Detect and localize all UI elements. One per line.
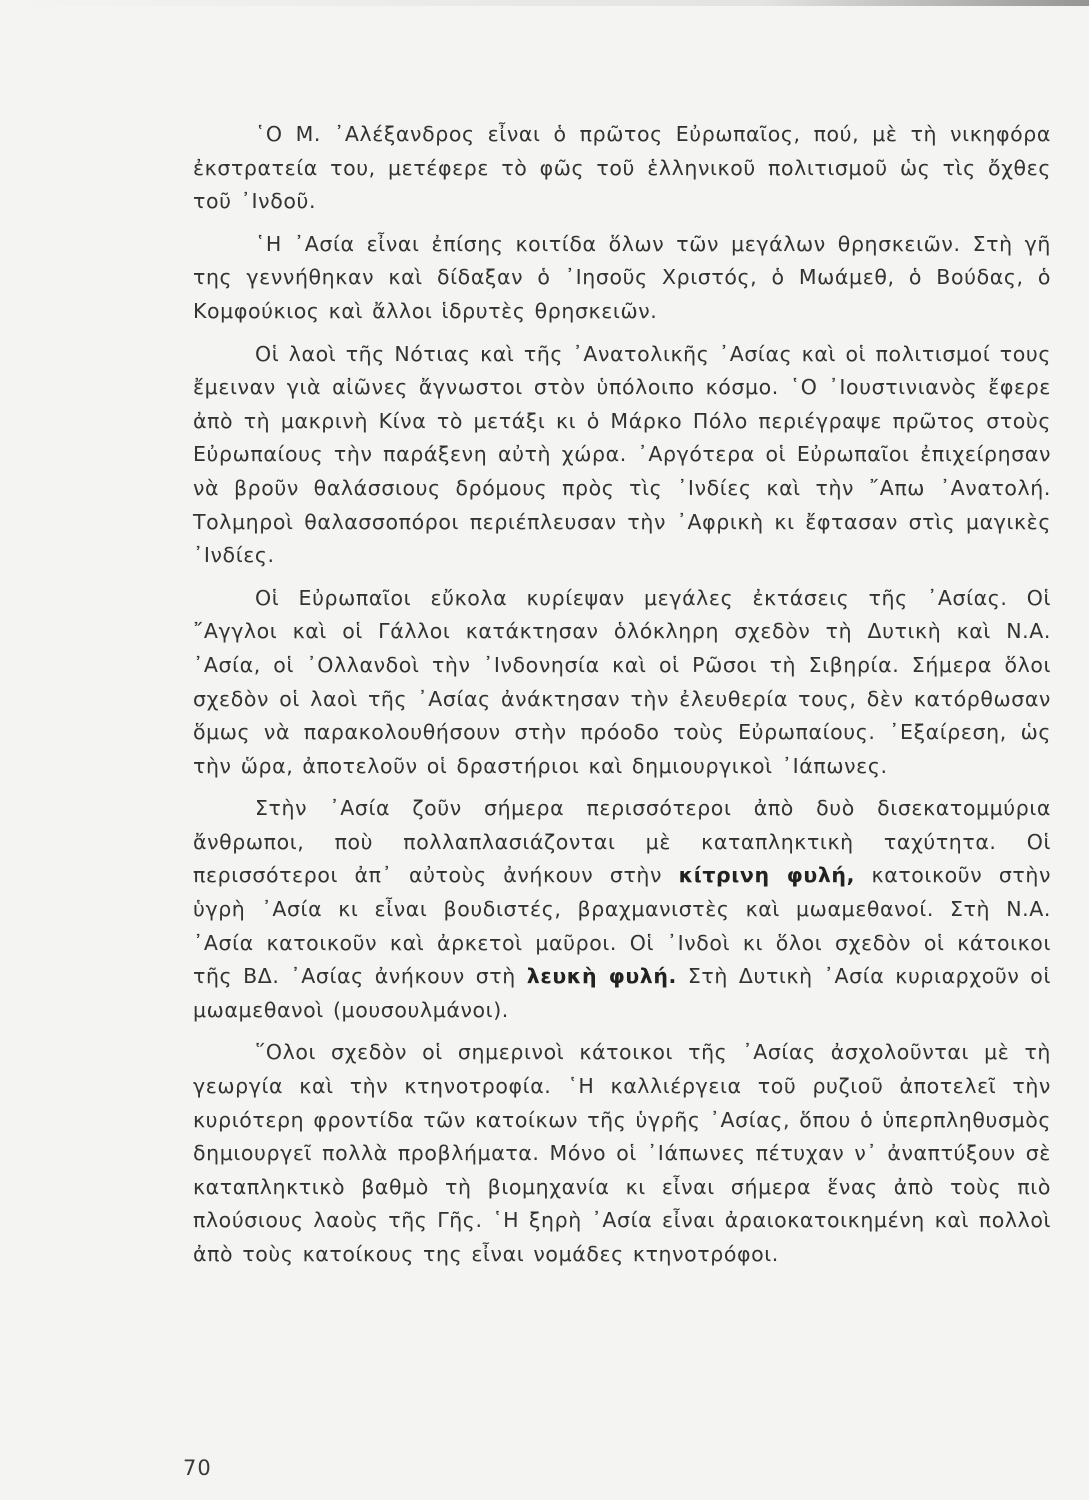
paragraph-population-text-1: Στὴν ᾿Ασία ζοῦν σήμερα περισσότεροι ἀπὸ δυὸ δισεκατομμύρια ἄνθρωποι, ποὺ πολλαπλασιάζονται μὲ καταπληκτικὴ ταχύτητα. Οἱ περισσότεροι ἀπ᾿ αὐτοὺς ἀνήκουν στὴν	[193, 796, 1051, 888]
scan-edge-shadow	[0, 0, 1089, 6]
paragraph-religions: ῾Η ᾿Ασία εἶναι ἐπίσης κοιτίδα ὅλων τῶν μεγάλων θρησκειῶν. Στὴ γῆ της γεννήθηκαν καὶ δίδαξαν ὁ ᾿Ιησοῦς Χριστός, ὁ Μωάμεθ, ὁ Βούδας, ὁ Κομφούκιος καὶ ἄλλοι ἱδρυτὲς θρησκειῶν.	[193, 231, 1051, 323]
paragraph-agriculture: ῞Ολοι σχεδὸν οἱ σημερινοὶ κάτοικοι τῆς ᾿Ασίας ἀσχολοῦνται μὲ τὴ γεωργία καὶ τὴν κτηνοτροφία. ῾Η καλλιέργεια τοῦ ρυζιοῦ ἀποτελεῖ τὴν κυριότερη φροντίδα τῶν κατοίκων τῆς ὑγρῆς ᾿Ασίας, ὅπου ὁ ὑπερπληθυσμὸς δημιουργεῖ πολλὰ προβλήματα. Μόνο οἱ ᾿Ιάπωνες πέτυχαν ν᾿ ἀναπτύξουν σὲ καταπληκτικὸ βαθμὸ τὴ βιομηχανία κι εἶναι σήμερα ἕνας ἀπὸ τοὺς πιὸ πλούσιους λαοὺς τῆς Γῆς. ῾Η ξηρὴ ᾿Ασία εἶναι ἀραιοκατοικημένη καὶ πολλοὶ ἀπὸ τοὺς κατοίκους της εἶναι νομάδες κτηνοτρόφοι.	[193, 1040, 1051, 1266]
bold-term-white-race: λευκὴ φυλή.	[526, 964, 677, 989]
paragraph-population-text-2: κατοικοῦν στὴν ὑγρὴ ᾿Ασία κι εἶναι βουδιστές, βραχμανιστὲς καὶ μωαμεθανοί. Στὴ Ν.Α. ᾿Ασία κατοικοῦν καὶ ἀρκετοὶ μαῦροι. Οἱ ᾿Ινδοὶ κι ὅλοι σχεδὸν οἱ κάτοικοι τῆς ΒΔ. ᾿Ασίας ἀνήκουν στὴ	[193, 863, 1051, 989]
paragraph-east-asia-peoples: Οἱ λαοὶ τῆς Νότιας καὶ τῆς ᾿Ανατολικῆς ᾿Ασίας καὶ οἱ πολιτισμοί τους ἔμειναν γιὰ αἰῶνες ἄγνωστοι στὸν ὑπόλοιπο κόσμο. ῾Ο ᾿Ιουστινιανὸς ἔφερε ἀπὸ τὴ μακρινὴ Κίνα τὸ μετάξι κι ὁ Μάρκο Πόλο περιέγραψε πρῶτος στοὺς Εὐρωπαίους τὴν παράξενη αὐτὴ χώρα. ᾿Αργότερα οἱ Εὐρωπαῖοι ἐπιχείρησαν νὰ βροῦν θαλάσσιους δρόμους πρὸς τὶς ᾿Ινδίες καὶ τὴν ῎Απω ᾿Ανατολή. Τολμηροὶ θαλασσοπόροι περιέπλευσαν τὴν ᾿Αφρικὴ κι ἔφτασαν στὶς μαγικὲς ᾿Ινδίες.	[193, 341, 1051, 568]
paragraph-alexander: ῾Ο Μ. ᾿Αλέξανδρος εἶναι ὁ πρῶτος Εὐρωπαῖος, πού, μὲ τὴ νικηφόρα ἐκστρατεία του, μετέφερε τὸ φῶς τοῦ ἑλληνικοῦ πολιτισμοῦ ὡς τὶς ὄχθες τοῦ ᾿Ινδοῦ.	[193, 122, 1051, 214]
paragraph-population-races	[193, 792, 1051, 1027]
page-body	[193, 118, 1051, 1281]
paragraph-population-text-3: Στὴ Δυτικὴ ᾿Ασία κυριαρχοῦν οἱ μωαμεθανοὶ (μουσουλμάνοι).	[193, 964, 1051, 1022]
bold-term-yellow-race: κίτρινη φυλή,	[678, 863, 856, 888]
page-number: 70	[183, 1456, 212, 1480]
paragraph-europeans-conquest: Οἱ Εὐρωπαῖοι εὔκολα κυρίεψαν μεγάλες ἐκτάσεις τῆς ᾿Ασίας. Οἱ ῎Αγγλοι καὶ οἱ Γάλλοι κατάκτησαν ὁλόκληρη σχεδὸν τὴ Δυτικὴ καὶ Ν.Α. ᾿Ασία, οἱ ᾿Ολλανδοὶ τὴν ᾿Ινδονησία καὶ οἱ Ρῶσοι τὴ Σιβηρία. Σήμερα ὅλοι σχεδὸν οἱ λαοὶ τῆς ᾿Ασίας ἀνάκτησαν τὴν ἐλευθερία τους, δὲν κατόρθωσαν ὅμως νὰ παρακολουθήσουν στὴν πρόοδο τοὺς Εὐρωπαίους. ᾿Εξαίρεση, ὡς τὴν ὥρα, ἀποτελοῦν οἱ δραστήριοι καὶ δημιουργικοὶ ᾿Ιάπωνες.	[193, 585, 1051, 778]
